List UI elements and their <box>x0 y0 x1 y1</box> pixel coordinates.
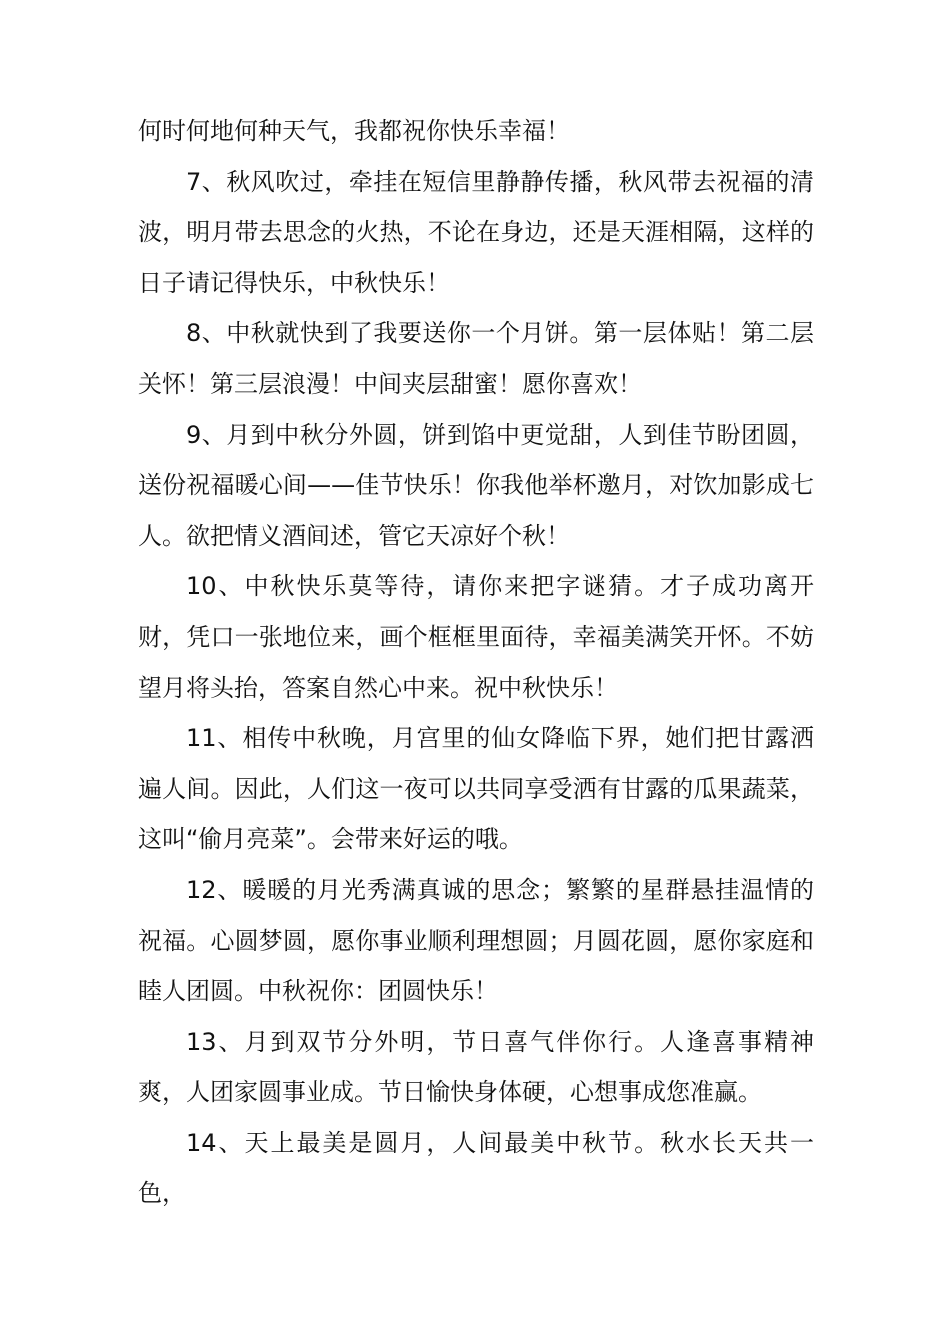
paragraph-8: 8、中秋就快到了我要送你一个月饼。第一层体贴！第二层关怀！第三层浪漫！中间夹层甜蜜！愿你喜欢！ <box>138 319 814 398</box>
paragraph-12: 12、暖暖的月光秀满真诚的思念；繁繁的星群悬挂温情的祝福。心圆梦圆，愿你事业顺利理想圆；月圆花圆，愿你家庭和睦人团圆。中秋祝你：团圆快乐！ <box>138 875 814 1006</box>
document-body <box>138 106 814 1219</box>
paragraph-9: 9、月到中秋分外圆，饼到馅中更觉甜，人到佳节盼团圆，送份祝福暖心间——佳节快乐！你我他举杯邀月，对饮加影成七人。欲把情义酒间述，管它天凉好个秋！ <box>138 420 814 550</box>
paragraph-14: 14、天上最美是圆月，人间最美中秋节。秋水长天共一色， <box>138 1128 814 1208</box>
paragraph-10: 10、中秋快乐莫等待，请你来把字谜猜。才子成功离开财，凭口一张地位来，画个框框里面待，幸福美满笑开怀。不妨望月将头抬，答案自然心中来。祝中秋快乐！ <box>138 572 814 702</box>
paragraph-13: 13、月到双节分外明，节日喜气伴你行。人逢喜事精神爽，人团家圆事业成。节日愉快身体硬，心想事成您准赢。 <box>138 1027 814 1107</box>
paragraph-continued: 何时何地何种天气，我都祝你快乐幸福！ <box>138 117 570 145</box>
paragraph-7: 7、秋风吹过，牵挂在短信里静静传播，秋风带去祝福的清波，明月带去思念的火热，不论在身边，还是天涯相隔，这样的日子请记得快乐，中秋快乐！ <box>138 167 814 297</box>
paragraph-11: 11、相传中秋晚，月宫里的仙女降临下界，她们把甘露洒遍人间。因此，人们这一夜可以共同享受洒有甘露的瓜果蔬菜，这叫“偷月亮菜”。会带来好运的哦。 <box>138 724 814 854</box>
